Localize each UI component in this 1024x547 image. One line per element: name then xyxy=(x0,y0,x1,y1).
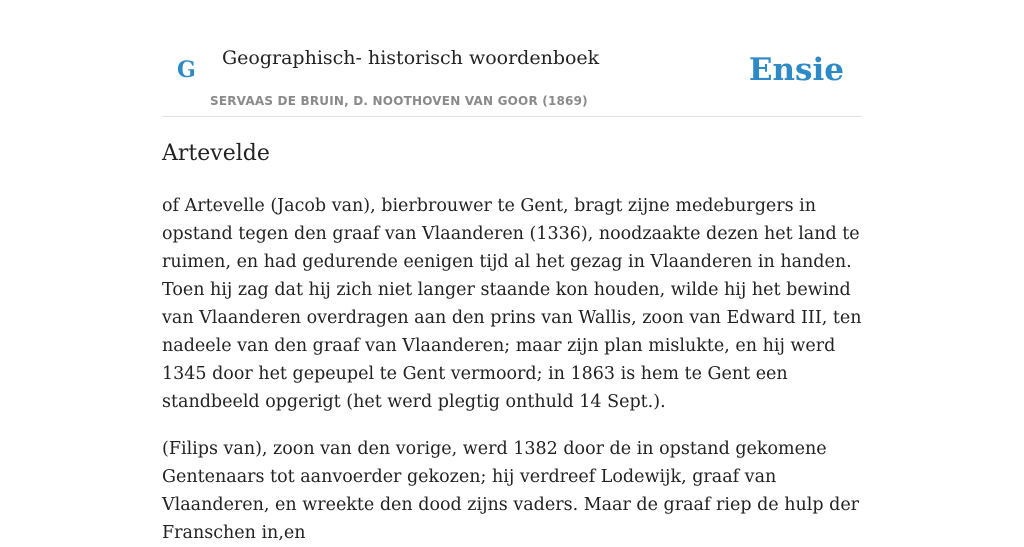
article-headword: Artevelde xyxy=(162,141,270,166)
book-header xyxy=(162,0,862,117)
book-letter-icon[interactable]: G xyxy=(177,57,196,83)
article-paragraph: of Artevelle (Jacob van), bierbrouwer te Gent, bragt zijne medeburgers in opstand tegen den graaf van Vlaanderen (1336), noodzaakte dezen het land te ruimen, en had gedurende eenigen tijd al het gezag in Vlaanderen in handen. Toen hij zag dat hij zich niet langer staande kon houden, wilde hij het bewind van Vlaanderen overdragen aan den prins van Wallis, zoon van Edward III, ten nadeele van den graaf van Vlaanderen; maar zijn plan mislukte, en hij werd 1345 door het gepeupel te Gent vermoord; in 1863 is hem te Gent een standbeeld opgerigt (het werd plegtig onthuld 14 Sept.). xyxy=(162,196,862,412)
article xyxy=(162,138,862,547)
ensie-logo-link[interactable]: Ensie xyxy=(748,52,844,88)
article-paragraph: (Filips van), zoon van den vorige, werd 1382 door de in opstand gekomene Gentenaars tot aanvoerder gekozen; hij verdreef Lodewijk, graaf van Vlaanderen, en wreekte den dood zijns vaders. Maar de graaf riep de hulp der Franschen in,en xyxy=(162,439,860,543)
book-author: SERVAAS DE BRUIN, D. NOOTHOVEN VAN GOOR (1869) xyxy=(210,94,588,108)
book-title-link[interactable]: Geographisch- historisch woordenboek xyxy=(222,47,600,69)
